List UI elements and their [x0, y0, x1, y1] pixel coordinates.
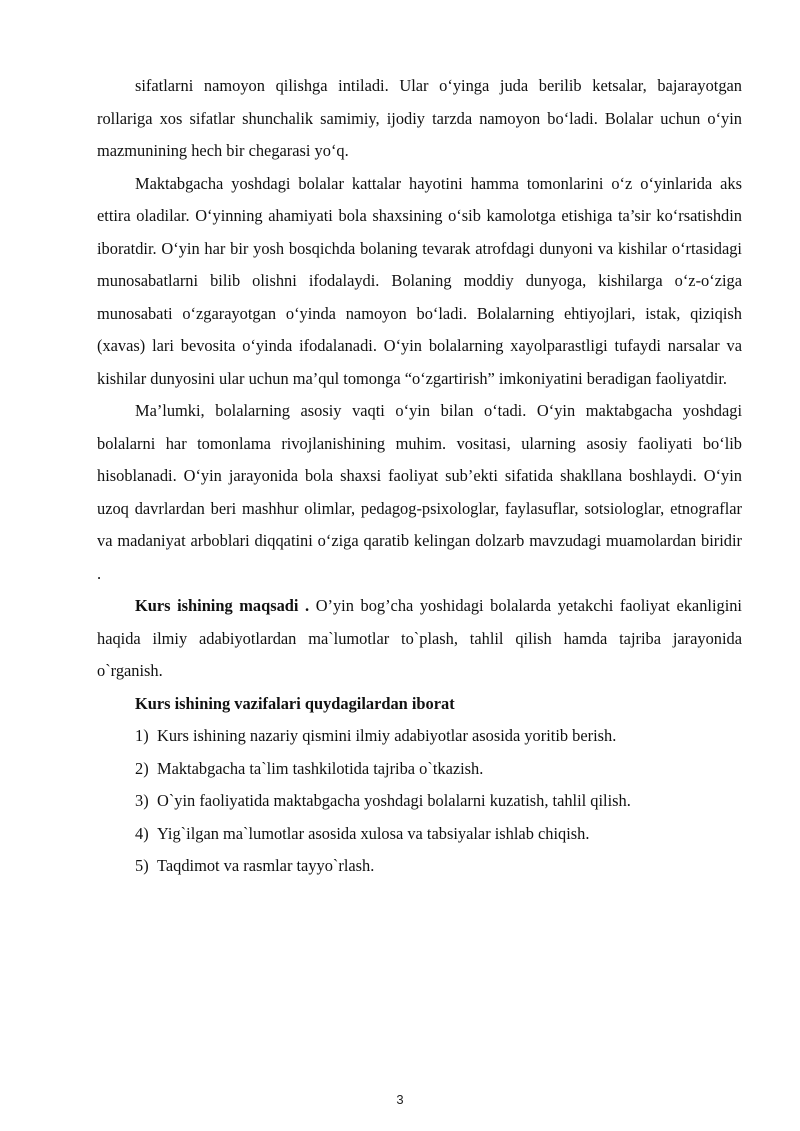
list-item-number: 2) — [135, 758, 149, 778]
list-item-number: 3) — [135, 791, 149, 810]
list-item — [135, 850, 742, 883]
list-item-text: Kurs ishining nazariy qismini ilmiy adabiyotlar asosida yoritib berish. — [157, 726, 617, 745]
list-item — [135, 818, 742, 851]
list-item-text: Maktabgacha ta`lim tashkilotida tajriba o`tkazish. — [157, 758, 484, 778]
paragraph-play-importance: Maktabgacha yoshdagi bolalar kattalar hayotini hamma tomonlarini o‘z o‘yinlarida aks ettira oladilar. O‘yinning ahamiyati bola shaxsining o‘sib kamolotga etishiga ta’sir ko‘rsatishdin iboratdir. O‘yin har bir yosh bosqichda bolaning tevarak atrofdagi dunyoni va kishilar o‘rtasidagi munosabatlarni bilib olishni ifodalaydi. Bolaning moddiy dunyoga, kishilarga o‘z-o‘ziga munosabati o‘zgarayotgan o‘yinda namoyon bo‘ladi. Bolalarning ehtiyojlari, istak, qiziqish (xavas) lari bevosita o‘yinda ifodalanadi. O‘yin bolalarning xayolparastligi tufaydi narsalar va kishilar dunyosini ular uchun ma’qul tomonga “o‘zgartirish” imkoniyatini beradigan faoliyatdir. — [97, 173, 742, 388]
list-item — [135, 720, 742, 753]
tasks-heading: Kurs ishining vazifalari quydagilardan iborat — [135, 693, 455, 713]
paragraph-course-goal — [97, 590, 742, 688]
course-goal-text: O’yin bog’cha yoshidagi bolalarda yetakchi faoliyat ekanligini haqida ilmiy adabiyotlardan ma`lumotlar to`plash, tahlil qilish hamda tajriba jarayonida o`rganish. — [97, 596, 742, 680]
page-number: 3 — [396, 1092, 404, 1107]
course-goal-label: Kurs ishining maqsadi . — [135, 596, 310, 615]
list-item-number: 5) — [135, 856, 149, 875]
list-item — [135, 753, 742, 786]
list-item-text: Taqdimot va rasmlar tayyo`rlash. — [157, 856, 375, 875]
list-item-number: 4) — [135, 823, 149, 843]
document-page — [97, 70, 742, 883]
list-item-number: 1) — [135, 726, 149, 745]
list-item — [135, 785, 742, 818]
list-item-text: Yig`ilgan ma`lumotlar asosida xulosa va tabsiyalar ishlab chiqish. — [157, 823, 590, 843]
paragraph-play-activity: Ma’lumki, bolalarning asosiy vaqti o‘yin bilan o‘tadi. O‘yin maktabgacha yoshdagi bolalarni har tomonlama rivojlanishining muhim. vositasi, ularning asosiy faoliyati bo‘lib hisoblanadi. O‘yin jarayonida bola shaxsi faoliyat sub’ekti sifatida shakllana boshlaydi. O‘yin uzoq davrlardan beri mashhur olimlar, pedagog-psixologlar, faylasuflar, sotsiologlar, etnograflar va madaniyat arboblari diqqatini o‘ziga qaratib kelingan dolzarb mavzudagi muamolardan biridir . — [97, 401, 742, 583]
paragraph-continuation: sifatlarni namoyon qilishga intiladi. Ular o‘yinga juda berilib ketsalar, bajarayotgan rollariga xos sifatlar shunchalik samimiy, ijodiy tarzda namoyon bo‘ladi. Bolalar uchun o‘yin mazmunining hech bir chegarasi yo‘q. — [97, 76, 742, 160]
task-list — [97, 720, 742, 883]
list-item-text: O`yin faoliyatida maktabgacha yoshdagi bolalarni kuzatish, tahlil qilish. — [157, 791, 631, 810]
